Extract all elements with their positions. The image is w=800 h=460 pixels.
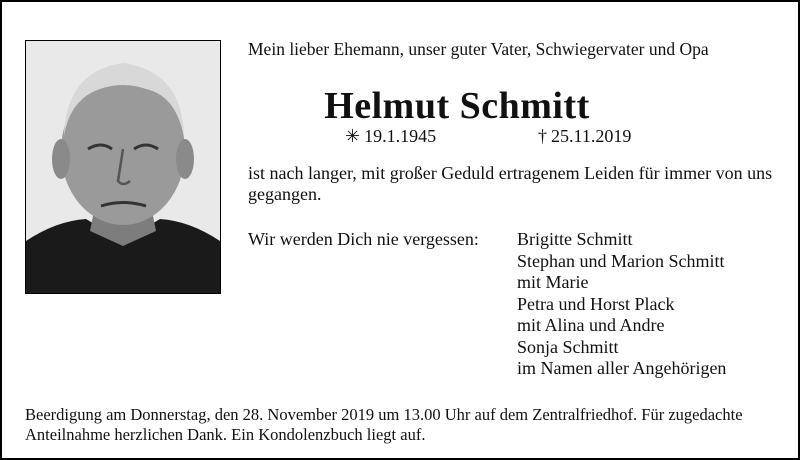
mourner-line: mit Alina und Andre	[517, 315, 665, 335]
mourner-line: Petra und Horst Plack	[517, 293, 675, 314]
mourner-line: mit Marie	[517, 272, 589, 292]
mourner-line: im Namen aller Angehörigen	[517, 358, 727, 378]
death-cross-icon: †	[538, 126, 547, 146]
death-date: 25.11.2019	[551, 126, 632, 146]
death-date-line	[538, 126, 631, 147]
portrait-photo	[25, 40, 221, 294]
death-message: ist nach langer, mit großer Geduld ertragenem Leiden für immer von uns gegangen.	[248, 163, 773, 204]
mourner-line: Brigitte Schmitt	[517, 229, 633, 249]
mourner-line: Sonja Schmitt	[517, 336, 619, 357]
intro-line: Mein lieber Ehemann, unser guter Vater, Schwiegervater und Opa	[248, 39, 709, 59]
portrait-illustration	[26, 41, 220, 293]
birth-asterisk-icon: ✳	[345, 126, 361, 146]
birth-date-line	[345, 126, 436, 147]
mourner-line: Stephan und Marion Schmitt	[517, 250, 725, 271]
deceased-name: Helmut Schmitt	[324, 85, 590, 127]
farewell-line: Wir werden Dich nie vergessen:	[248, 229, 479, 249]
funeral-info: Beerdigung am Donnerstag, den 28. November 2019 um 13.00 Uhr auf dem Zentralfriedhof. Für zugedachte Anteilnahme herzlichen Dank. Ein Kondolenzbuch liegt auf.	[25, 405, 743, 444]
mourners-list	[517, 229, 726, 380]
birth-date: 19.1.1945	[364, 126, 437, 146]
